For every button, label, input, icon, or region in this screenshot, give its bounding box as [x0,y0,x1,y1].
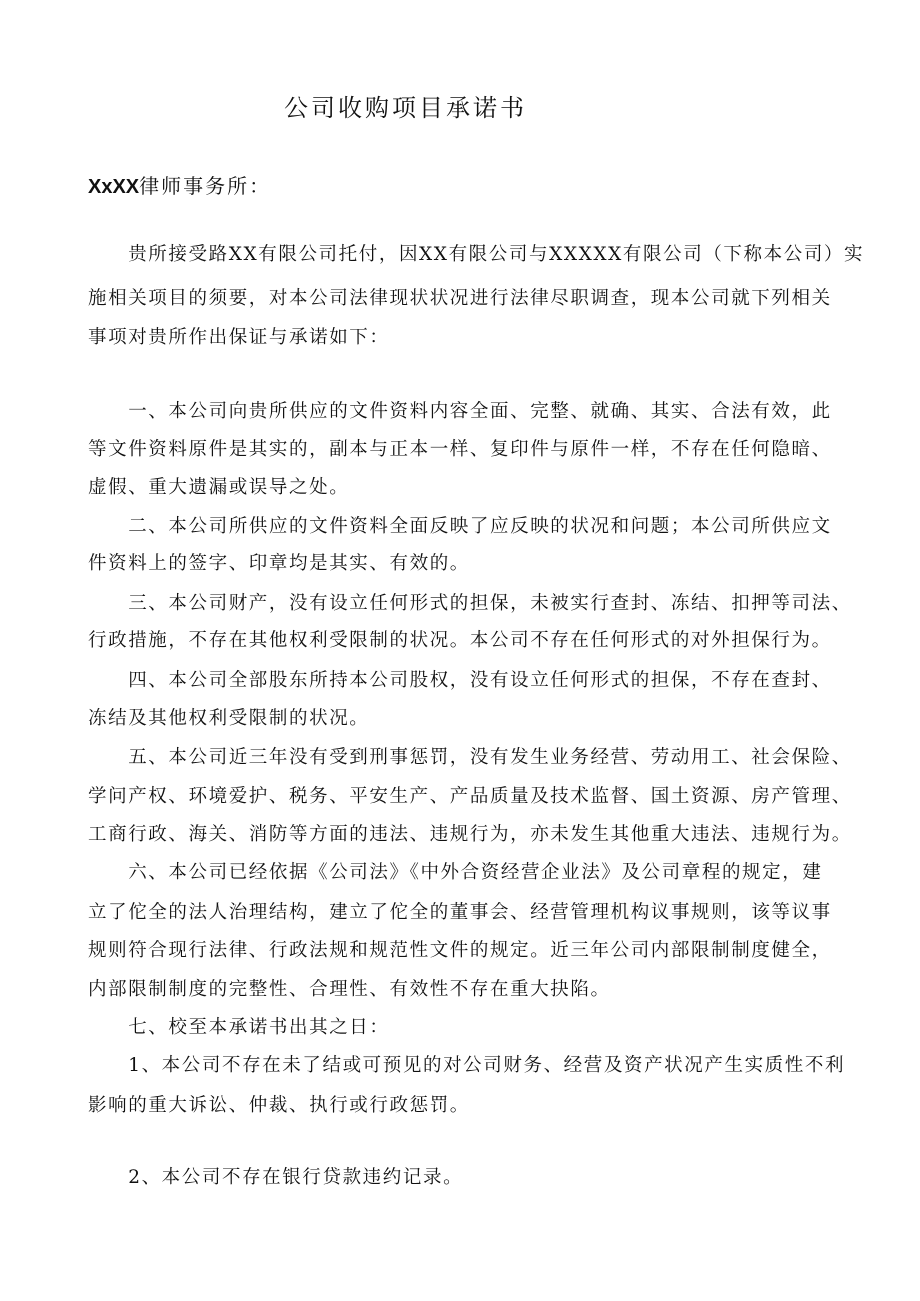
body-line: 学问产权、环境爱护、税务、平安生产、产品质量及技术监督、国土资源、房产管理、 [88,786,852,807]
body-line: 1、本公司不存在未了结或可预见的对公司财务、经营及资产状况产生实质性不利 [88,1055,846,1076]
body-line: 四、本公司全部股东所持本公司股权，没有设立任何形式的担保，不存在查封、 [88,670,832,691]
body-line: 等文件资料原件是其实的，副本与正本一样、复印件与原件一样，不存在任何隐暗、 [88,439,832,460]
body-line: 虚假、重大遗漏或误导之处。 [88,477,350,498]
addressee-suffix: 律师事务所： [139,174,272,198]
body-line: 2、本公司不存在银行贷款违约记录。 [88,1167,464,1188]
addressee [88,170,271,199]
body-line: 冻结及其他权利受限制的状况。 [88,708,370,729]
body-line: 立了佗全的法人治理结构，建立了佗全的董事会、经营管理机构议事规则，该等议事 [88,902,832,923]
body-line: 七、校至本承诺书出其之日： [88,1017,390,1038]
body-line: 施相关项目的须要，对本公司法律现状状况进行法律尽职调查，现本公司就下列相关 [88,288,832,309]
body-line: 一、本公司向贵所供应的文件资料内容全面、完整、就确、其实、合法有效，此 [88,401,832,422]
body-line: 工商行政、海关、消防等方面的违法、违规行为，亦未发生其他重大违法、违规行为。 [88,824,852,845]
addressee-name: XxXX [88,176,140,198]
body-line: 影响的重大诉讼、仲裁、执行或行政惩罚。 [88,1095,470,1116]
body-line: 件资料上的签字、印章均是其实、有效的。 [88,553,470,574]
body-line: 行政措施，不存在其他权利受限制的状况。本公司不存在任何形式的对外担保行为。 [88,630,832,651]
body-line: 内部限制制度的完整性、合理性、有效性不存在重大抉陷。 [88,979,611,1000]
body-line: 事项对贵所作出保证与承诺如下： [88,327,390,348]
body-line: 规则符合现行法律、行政法规和规范性文件的规定。近三年公司内部限制制度健全， [88,940,832,961]
body-line: 三、本公司财产，没有设立任何形式的担保，未被实行查封、冻结、扣押等司法、 [88,593,852,614]
body-line: 六、本公司已经依据《公司法》《中外合资经营企业法》及公司章程的规定，建 [88,862,823,883]
body-line: 二、本公司所供应的文件资料全面反映了应反映的状况和问题；本公司所供应文 [88,516,832,537]
page-title: 公司收购项目承诺书 [284,94,527,122]
body-line: 五、本公司近三年没有受到刑事惩罚，没有发生业务经营、劳动用工、社会保险、 [88,747,852,768]
body-line: 贵所接受路XX有限公司托付，因XX有限公司与XXXXX有限公司（下称本公司）实 [88,244,865,265]
